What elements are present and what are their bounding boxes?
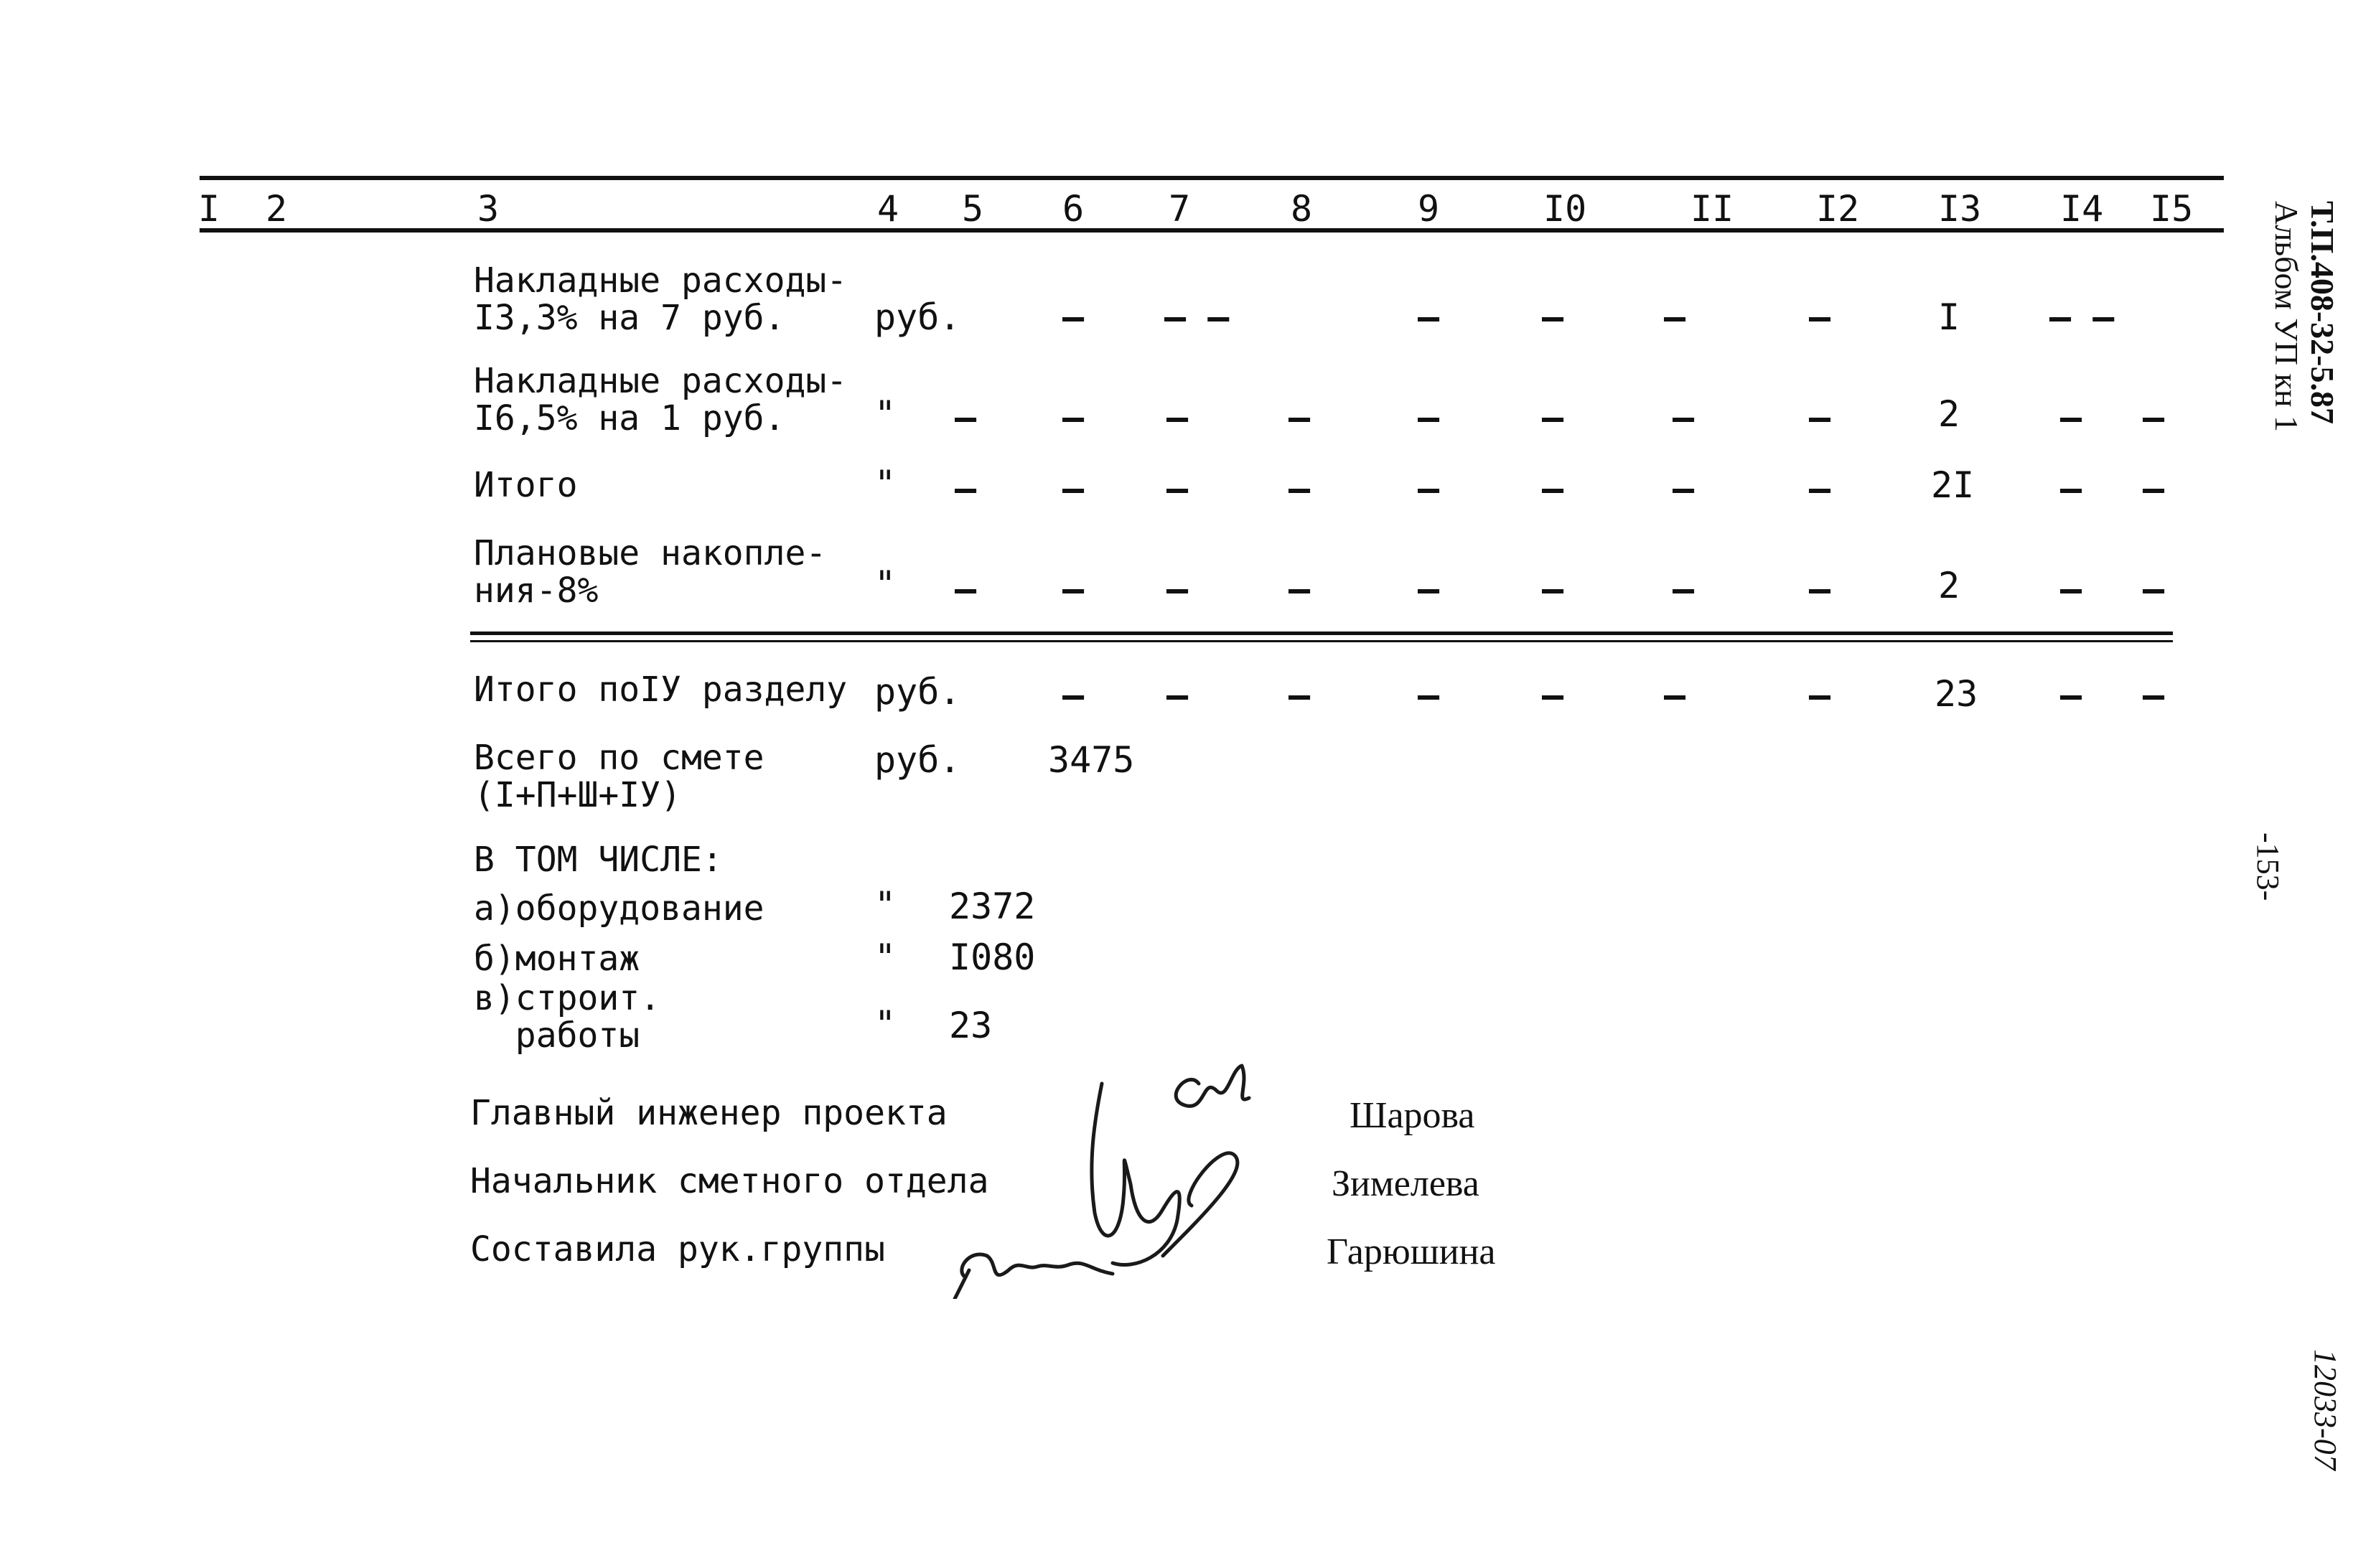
- breakdown-item-unit: ": [874, 936, 897, 978]
- row-unit: руб.: [874, 296, 961, 338]
- row-cell: –: [1673, 468, 1695, 510]
- row-cell: –: [2060, 468, 2082, 510]
- row-cell: –: [1288, 397, 1311, 438]
- row-cell: –: [1062, 296, 1085, 338]
- breakdown-title: В ТОМ ЧИСЛЕ:: [474, 840, 723, 880]
- row-cell: –: [1166, 675, 1189, 716]
- column-header-cell: I5: [2150, 188, 2194, 230]
- row-cell: –: [1673, 397, 1695, 438]
- column-header-cell: II: [1690, 188, 1734, 230]
- row-cell: –: [1664, 296, 1686, 338]
- column-header-cell: 8: [1291, 188, 1313, 230]
- row-cell: –: [1418, 296, 1440, 338]
- row-cell: –: [1062, 397, 1085, 438]
- grand-total-value: 3475: [1048, 739, 1135, 781]
- column-header-cell: I: [198, 188, 220, 230]
- signature-role: Главный инженер проекта: [470, 1093, 948, 1133]
- row-cell: –: [1418, 468, 1440, 510]
- section-total-label: Итого поIУ разделу: [474, 670, 848, 710]
- row-cell: 2: [1938, 565, 1960, 606]
- row-cell: –: [1166, 468, 1189, 510]
- row-cell: –: [1542, 675, 1564, 716]
- column-header-cell: 2: [266, 188, 288, 230]
- column-header-cell: 6: [1062, 188, 1085, 230]
- section-rule: [470, 640, 2173, 642]
- column-header-cell: I4: [2060, 188, 2104, 230]
- row-cell: –: [1809, 296, 1831, 338]
- grand-total-unit: руб.: [874, 739, 961, 781]
- breakdown-item-value: I080: [949, 936, 1036, 978]
- signature-name: Зимелева: [1332, 1163, 1479, 1204]
- page-number: -153-: [2250, 832, 2286, 901]
- row-cell: –: [1166, 568, 1189, 610]
- column-header-cell: 7: [1169, 188, 1191, 230]
- breakdown-item-unit: ": [874, 1003, 897, 1045]
- row-cell: –: [1288, 468, 1311, 510]
- doc-code: Т.П.408-32-5.87: [2304, 201, 2341, 424]
- row-cell: –: [955, 568, 977, 610]
- row-cell: –: [2060, 397, 2082, 438]
- row-cell: –: [2143, 397, 2165, 438]
- row-cell: –: [1542, 296, 1564, 338]
- row-cell: –: [955, 397, 977, 438]
- row-cell: –: [1062, 468, 1085, 510]
- breakdown-item-unit: ": [874, 884, 897, 926]
- row-unit: ": [874, 463, 897, 504]
- row-cell: –: [1062, 568, 1085, 610]
- section-total-unit: руб.: [874, 671, 961, 713]
- row-cell: –: [2143, 468, 2165, 510]
- row-cell: –: [2060, 568, 2082, 610]
- row-cell: –: [1673, 568, 1695, 610]
- breakdown-item-value: 23: [949, 1005, 993, 1046]
- row-cell: –: [2143, 675, 2165, 716]
- column-header-cell: 4: [877, 188, 899, 230]
- row-cell: –: [1288, 675, 1311, 716]
- handwritten-signature: [948, 1055, 1292, 1299]
- archive-stamp: 12033-07: [2308, 1349, 2343, 1470]
- row-cell: – –: [1164, 296, 1230, 338]
- row-cell: –: [1166, 397, 1189, 438]
- column-header-cell: I3: [1938, 188, 1982, 230]
- signature-name: Гарюшина: [1327, 1231, 1496, 1272]
- row-cell: –: [1809, 675, 1831, 716]
- grand-total-label: Всего по смете (I+П+Ш+IУ): [474, 738, 764, 815]
- top-rule: [200, 176, 2224, 180]
- row-cell: –: [1542, 397, 1564, 438]
- row-cell: –: [1418, 397, 1440, 438]
- column-header-cell: 3: [477, 188, 500, 230]
- row-cell: 2: [1938, 393, 1960, 435]
- row-cell: 2I: [1931, 464, 1975, 506]
- row-cell: –: [1542, 468, 1564, 510]
- breakdown-item-label: б)монтаж: [474, 939, 640, 979]
- row-unit: ": [874, 563, 897, 605]
- row-cell: –: [1542, 568, 1564, 610]
- row-cell: –: [1809, 397, 1831, 438]
- row-label: Итого: [474, 465, 578, 505]
- album-label: Альбом УП кн 1: [2268, 201, 2305, 433]
- section-rule: [470, 632, 2173, 635]
- signature-role: Составила рук.группы: [470, 1229, 885, 1269]
- row-cell: –: [1809, 468, 1831, 510]
- row-cell: – –: [2049, 296, 2115, 338]
- row-cell: –: [1418, 568, 1440, 610]
- row-cell: –: [2143, 568, 2165, 610]
- row-cell: –: [1062, 675, 1085, 716]
- row-cell: 23: [1935, 673, 1978, 715]
- row-cell: –: [1418, 675, 1440, 716]
- breakdown-item-label: а)оборудование: [474, 888, 764, 929]
- row-label: Плановые накопле- ния-8%: [474, 533, 827, 611]
- header-rule: [200, 228, 2224, 233]
- column-header-cell: 5: [962, 188, 984, 230]
- row-label: Накладные расходы- I6,5% на 1 руб.: [474, 361, 848, 438]
- row-label: Накладные расходы- I3,3% на 7 руб.: [474, 260, 848, 338]
- signature-role: Начальник сметного отдела: [470, 1161, 989, 1201]
- breakdown-item-value: 2372: [949, 886, 1036, 927]
- column-header-cell: 9: [1418, 188, 1440, 230]
- row-cell: –: [1288, 568, 1311, 610]
- row-cell: –: [2060, 675, 2082, 716]
- breakdown-item-label: в)строит. работы: [474, 978, 661, 1056]
- row-cell: –: [1809, 568, 1831, 610]
- signature-name: Шарова: [1350, 1095, 1475, 1136]
- row-cell: –: [1664, 675, 1686, 716]
- row-cell: I: [1938, 296, 1960, 338]
- column-header-cell: I2: [1816, 188, 1860, 230]
- row-unit: ": [874, 393, 897, 435]
- row-cell: –: [955, 468, 977, 510]
- column-header-cell: I0: [1543, 188, 1587, 230]
